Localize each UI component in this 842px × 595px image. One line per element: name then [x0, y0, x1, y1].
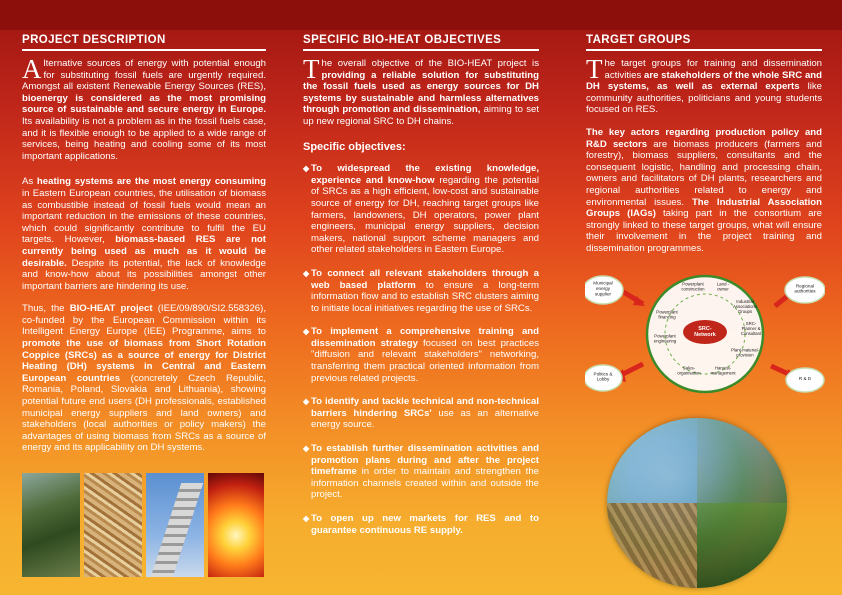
bold-span: The key actors regarding production policy and R&D sectors [586, 126, 822, 150]
objective-lead: To widespread the existing knowledge, experience and know-how [311, 163, 539, 186]
diagram-label-line: Groups [737, 308, 753, 314]
diagram-label-line: Sales- [682, 365, 696, 371]
objective-item [303, 268, 539, 314]
project-paragraph-3 [22, 303, 266, 454]
text-span: Despite its potential, the lack of knowledge and know-how about its possibilities amongst other important barriers are hindering its use. [22, 257, 266, 292]
diagram-label-line: SRC- [745, 321, 757, 327]
stakeholder-label [794, 283, 816, 293]
diagram-label-line: financing [658, 314, 676, 320]
diagram-label-line: Municipal [593, 280, 613, 286]
diagram-label-line: provision [736, 352, 754, 358]
objective-lead: To connect all relevant stakeholders through a web based platform [311, 267, 539, 291]
objective-lead: To establish further dissemination activities and promotion plans during and after the project timeframe [311, 443, 539, 478]
diagram-label-line: Associations [732, 304, 758, 309]
project-paragraph-1 [22, 54, 266, 162]
top-band [0, 0, 842, 30]
objective-item [303, 326, 539, 384]
objectives-intro [303, 54, 539, 128]
objective-item [303, 396, 539, 431]
text-span: Thus, the [22, 303, 70, 315]
diagram-label-line: Powerplant [682, 281, 704, 287]
diagram-label-line: organisation [677, 370, 701, 376]
project-paragraph-2 [22, 176, 266, 292]
bold-span: promote the use of biomass from Short Rotation Coppice (SRCs) as a source of energy for District Heating (DH) systems in Central and Eastern European countries [22, 338, 266, 384]
diagram-label-line: Regional [795, 283, 815, 289]
bullet-icon: ◆ [303, 327, 310, 337]
objectives-list [303, 163, 539, 536]
bold-span: biomass-based RES are not currently being used as much as it would be desirable. [22, 234, 266, 269]
text-span: aiming to set up new regional SRC to DH chains. [303, 104, 539, 127]
dropcap: T [303, 54, 320, 84]
objective-lead: To implement a comprehensive training and dissemination strategy [311, 326, 539, 349]
diagram-label-line: Plant-material- [731, 347, 759, 353]
objective-lead: To open up new markets for RES and to guarantee continuous RE supply. [311, 513, 539, 536]
objectives-title: SPECIFIC BIO-HEAT OBJECTIVES [303, 34, 502, 46]
text-span: lternative sources of energy with potential enough for substituting fossil fuels are urgently required. Amongst all existent Renewable Energy Sources (RES), [22, 58, 266, 93]
diagram-label-line: authorities [794, 288, 816, 294]
target-groups-title: TARGET GROUPS [586, 34, 691, 46]
chimney-photo [146, 473, 204, 577]
objective-text: to ensure a long-term information flow and to establish SRC clusters aiming to initiate local initiatives regarding the use of SRCs. [311, 279, 539, 314]
bold-span: bioenergy is considered as the most promising source of sustainable and secure energy in Europe. [22, 92, 266, 116]
text-span: As [22, 176, 37, 188]
text-span: (concretely Czech Republic, Romania, Poland, Slovakia and Lithuania), showing potential future end users (DH professionals, established municipal energy suppliers and land owners) and stakeholders (local authorities or policy makers) the advantages of using biomass from SRCs as a source of energy and its applicability on DH systems. [22, 372, 266, 454]
src-network-diagram [585, 268, 825, 408]
project-description-title: PROJECT DESCRIPTION [22, 34, 166, 46]
target-paragraph-2 [586, 127, 822, 255]
photo-strip [22, 473, 264, 577]
objective-text: regarding the potential of SRCs as a high efficient, low-cost and sustainable source of energy for DH, reaching target groups like farmers, landowners, DH operators, power plant engineers, municipal energy suppliers, decision makers, national support scheme managers and other related stakeholders in Eastern Europe. [311, 174, 539, 256]
text-span: (IEE/09/890/SI2.558326), co-funded by the European Commission within its Intelligent Energy Europe (IEE) Programme, aims to [22, 303, 266, 338]
diagram-label-line: Industrial [736, 299, 754, 305]
target-paragraph-1 [586, 54, 822, 116]
network-node-label [681, 282, 705, 292]
forest-photo [22, 473, 80, 577]
diagram-label-line: management [710, 370, 736, 376]
globe-collage [607, 418, 787, 588]
project-description-heading [22, 34, 266, 46]
bold-span: are stakeholders of the whole SRC and DH systems, as well as external experts [586, 69, 822, 93]
network-node-label [656, 310, 678, 320]
diagram-label-line: construction [681, 286, 705, 292]
bold-span: heating systems are the most energy consuming [36, 176, 266, 188]
dropcap: A [22, 54, 42, 84]
objective-text: use as an alternative energy source. [311, 407, 540, 431]
objective-text: focused on best practices "diffusion and relevant stakeholders" networking, transferring them practical oriented information from previous related projects. [311, 337, 539, 384]
diagram-label-line: Planner & [741, 326, 761, 331]
diagram-label-line: Network [694, 332, 716, 339]
diagram-label-line: Harvest- [714, 365, 732, 371]
objective-lead: To identify and tackle technical and non-technical barriers hindering SRCs' [311, 396, 539, 419]
diagram-label-line: Politics & [593, 371, 613, 377]
diagram-label-line: Lobby [596, 376, 610, 382]
diagram-label-line: R & D [798, 376, 812, 381]
objectives-column [303, 54, 540, 548]
target-groups-heading [586, 34, 822, 46]
text-span: in Eastern European countries, the utilisation of biomass as combustible instead of fossil fuels would mean an important reduction in the emissions of these countries, which could significantly contribute to fulfil the EU targets. However, [22, 187, 266, 246]
diagram-label-line: owner [717, 286, 729, 292]
objectives-heading [303, 34, 539, 46]
project-description-column [22, 54, 266, 465]
dropcap: T [586, 54, 603, 84]
network-node-label [654, 334, 677, 344]
text-span: he overall objective of the BIO-HEAT project is [321, 58, 539, 69]
objective-item [303, 163, 539, 256]
text-span: he target groups for training and dissemination activities [604, 58, 822, 81]
diagram-label-line: supplier [594, 291, 612, 297]
diagram-label-line: Powerplant [654, 333, 676, 339]
bullet-icon: ◆ [303, 444, 310, 454]
bold-span: providing a reliable solution for substituting the fossil fuels used as energy sources for DH systems by sustainable and harmless alternatives through promotion and dissemination, [303, 69, 539, 116]
stakeholder-label [799, 376, 812, 381]
flame-photo [208, 473, 264, 577]
bullet-icon: ◆ [303, 514, 310, 523]
bullet-icon: ◆ [303, 268, 310, 278]
stakeholder-label [593, 281, 612, 297]
text-span: taking part in the consortium are strongly linked to these target groups, what will ensure their involvement in the project training and dissemination programmes. [586, 208, 822, 254]
target-groups-column [586, 54, 822, 266]
bold-span: BIO-HEAT project [69, 303, 153, 315]
diagram-label-line: Land - [716, 281, 730, 287]
objective-text: in order to maintain and strengthen the information channels created within and outside the project. [311, 466, 539, 501]
diagram-label-line: Consultant [740, 330, 762, 336]
bullet-icon: ◆ [303, 397, 310, 407]
diagram-label-line: engineering [653, 338, 677, 344]
diagram-label-line: Powerplant [656, 309, 678, 315]
objective-item [303, 443, 539, 501]
text-span: are biomass producers (farmers and forestry), biomass suppliers, consultants and the consequent logistic, handling and processing chain, owners and facilitators of DH plants, researchers and regional authorities related to energy and environmental issues. [586, 138, 822, 208]
objective-item [303, 513, 539, 536]
diagram-label-line: SRC- [698, 325, 712, 332]
specific-objectives-title: Specific objectives: [303, 140, 406, 153]
bold-span: The Industrial Association Groups (IAGs) [586, 196, 822, 220]
network-node-label [717, 282, 730, 292]
diagram-label-line: energy [595, 286, 611, 291]
text-span: like community authorities, politicians and young students focused on RES. [586, 81, 822, 116]
text-span: Its availability is not a problem as in the fossil fuels case, and it is flexible enough to be applied to a wide range of services, being heating and cooling some of its most important applications. [22, 115, 266, 162]
wood-chips-photo [84, 473, 142, 577]
bullet-icon: ◆ [303, 164, 310, 174]
